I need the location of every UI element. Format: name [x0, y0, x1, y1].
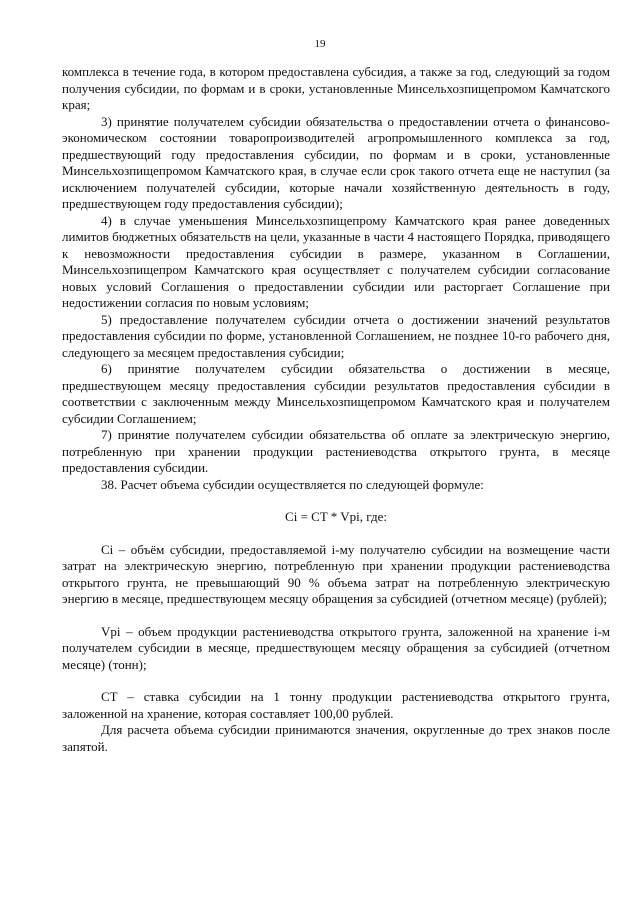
paragraph-item-5: 5) предоставление получателем субсидии отчета о достижении значений результатов предоставления субсидии по форме, установленной Соглашением, не позднее 10-го рабочего дня, следующего за месяцем предоставления субсидии;: [62, 311, 610, 360]
definition-ct: CT – ставка субсидии на 1 тонну продукции растениеводства открытого грунта, заложенной на хранение, которая составляет 100,00 рублей.: [62, 689, 610, 721]
page-number: 19: [314, 38, 326, 50]
paragraph-item-7: 7) принятие получателем субсидии обязательства об оплате за электрическую энергию, потребленную при хранении продукции растениеводства открытого грунта, в месяце предоставления субсидии.: [62, 427, 610, 475]
paragraph-item-4: 4) в случае уменьшения Минсельхозпищепрому Камчатского края ранее доведенных лимитов бюджетных обязательств на цели, указанные в части 4 настоящего Порядка, приводящего к невозможности предоставления субсидии в размере, указанном в Соглашении, Минсельхозпищепром Камчатского края осуществляет с получателем субсидии согласование новых условий Соглашения о предоставлении субсидии или расторгает Соглашение при недостижении согласия по новым условиям;: [62, 212, 610, 310]
definition-ci: Ci – объём субсидии, предоставляемой i-му получателю субсидии на возмещение части затрат на электрическую энергию, потребленную при хранении продукции растениеводства открытого грунта, не превышающий 90 % объема затрат на потребленную электрическую энергию в месяце, предшествующем месяцу обращения за субсидией (отчетном месяце) (рублей);: [62, 541, 610, 606]
subsidy-formula: Ci = CT * Vpi, где:: [285, 509, 387, 524]
definition-vpi: Vpi – объем продукции растениеводства открытого грунта, заложенной на хранение i-м получателем субсидии в месяце, предшествующем месяцу обращения за субсидией (отчетном месяце) (тонн);: [62, 623, 610, 672]
paragraph-continuation: комплекса в течение года, в котором предоставлена субсидия, а также за год, следующий за годом получения субсидии, по формам и в сроки, установленные Минсельхозпищепромом Камчатского края;: [62, 64, 610, 112]
paragraph-section-38: 38. Расчет объема субсидии осуществляется по следующей формуле:: [101, 476, 484, 492]
paragraph-item-6: 6) принятие получателем субсидии обязательства о достижении в месяце, предшествующем месяцу предоставления субсидии результатов предоставления субсидии в соответствии с заключенным между Минсельхозпищепромом Камчатского края и получателем субсидии Соглашением;: [62, 361, 610, 426]
paragraph-item-3: 3) принятие получателем субсидии обязательства о предоставлении отчета о финансово-экономическом состоянии товаропроизводителей агропромышленного комплекса за год, предшествующий году предоставления субсидии, по формам и в сроки, установленные Минсельхозпищепромом Камчатского края, в случае если срок такого отчета еще не наступил (за исключением получателей субсидии, которые начали хозяйственную деятельность в году, предшествующем году предоставления субсидии);: [62, 113, 610, 211]
paragraph-rounding-rule: Для расчета объема субсидии принимаются значения, округленные до трех знаков после запятой.: [62, 722, 610, 754]
document-body: [62, 64, 610, 755]
